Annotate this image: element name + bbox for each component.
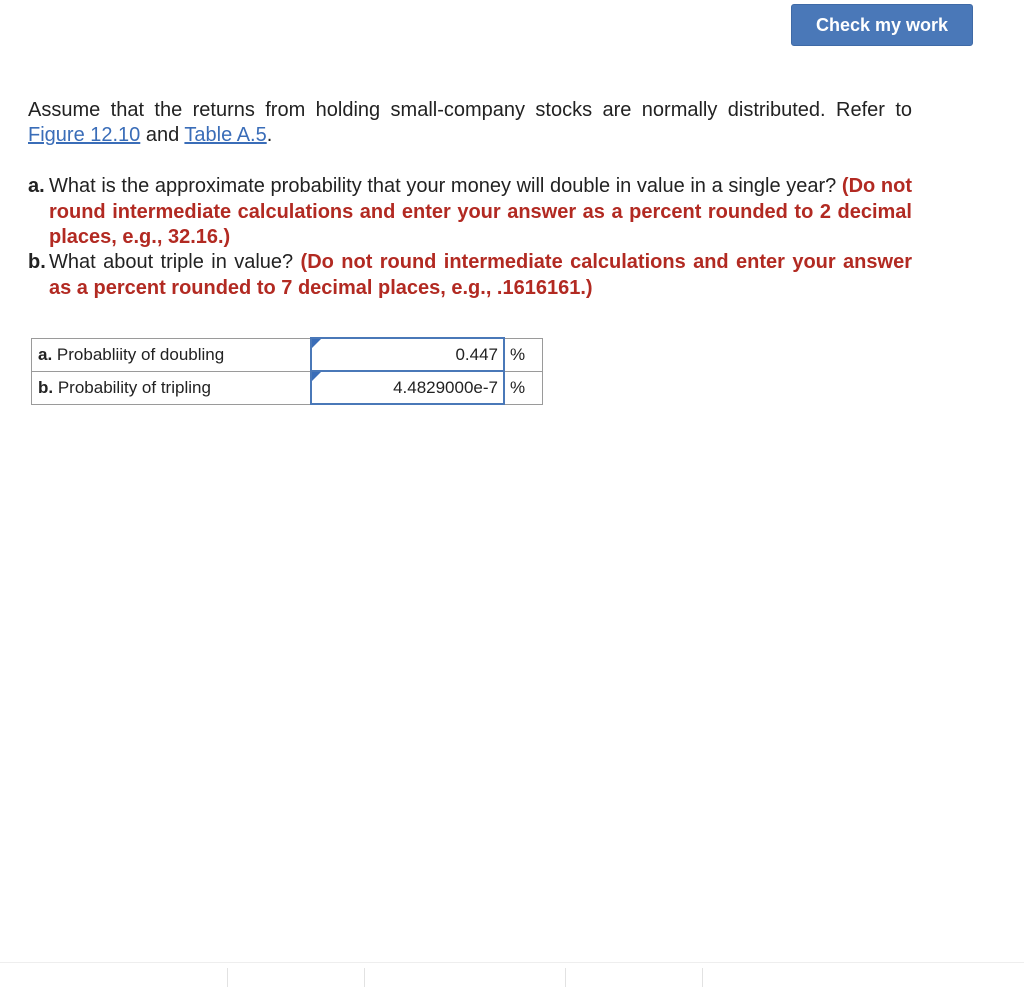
answer-label-tripling [32,371,312,404]
answer-value-tripling: 4.4829000e-7 [393,377,498,397]
check-my-work-button[interactable]: Check my work [791,4,973,46]
footer-separator [364,968,365,987]
question-a-text: What is the approximate probability that your money will double in value in a single year? [49,175,842,197]
answer-value-doubling: 0.447 [455,344,498,364]
intro-text: Assume that the returns from holding small-company stocks are normally distributed. Refer to [28,99,912,121]
footer-divider [0,962,1024,963]
footer-separator [227,968,228,987]
figure-link[interactable]: Figure 12.10 [28,124,141,146]
answer-label-text-b: Probability of tripling [53,377,211,397]
problem-intro [28,98,912,148]
footer-separator [702,968,703,987]
question-a-marker: a. [28,175,45,197]
intro-period: . [266,124,273,146]
answer-marker-b: b. [38,377,54,397]
question-b [28,250,912,301]
answer-label-doubling [32,338,312,371]
answer-row-tripling [32,371,543,404]
question-b-instruction: (Do not round intermediate calculations and enter your answer as a percent rounded to 7 decimal places, e.g., .1616161.) [49,251,912,299]
answer-marker-a: a. [38,344,53,364]
answer-label-text-a: Probabliity of doubling [52,344,225,364]
question-b-text: What about triple in value? [49,251,301,273]
answer-input-tripling[interactable] [311,371,504,404]
question-b-marker: b. [28,251,46,273]
question-a [28,174,912,251]
footer-separator [565,968,566,987]
table-link[interactable]: Table A.5 [184,124,267,146]
answer-input-doubling[interactable] [311,338,504,371]
intro-and: and [140,124,185,146]
answer-unit-doubling: % [504,338,543,371]
question-a-instruction: (Do not round intermediate calculations and enter your answer as a percent rounded to 2 decimal places, e.g., 32.16.) [49,175,912,248]
flag-icon [312,339,321,348]
answer-unit-tripling: % [504,371,543,404]
answer-table [31,337,543,405]
flag-icon [312,372,321,381]
answer-row-doubling [32,338,543,371]
